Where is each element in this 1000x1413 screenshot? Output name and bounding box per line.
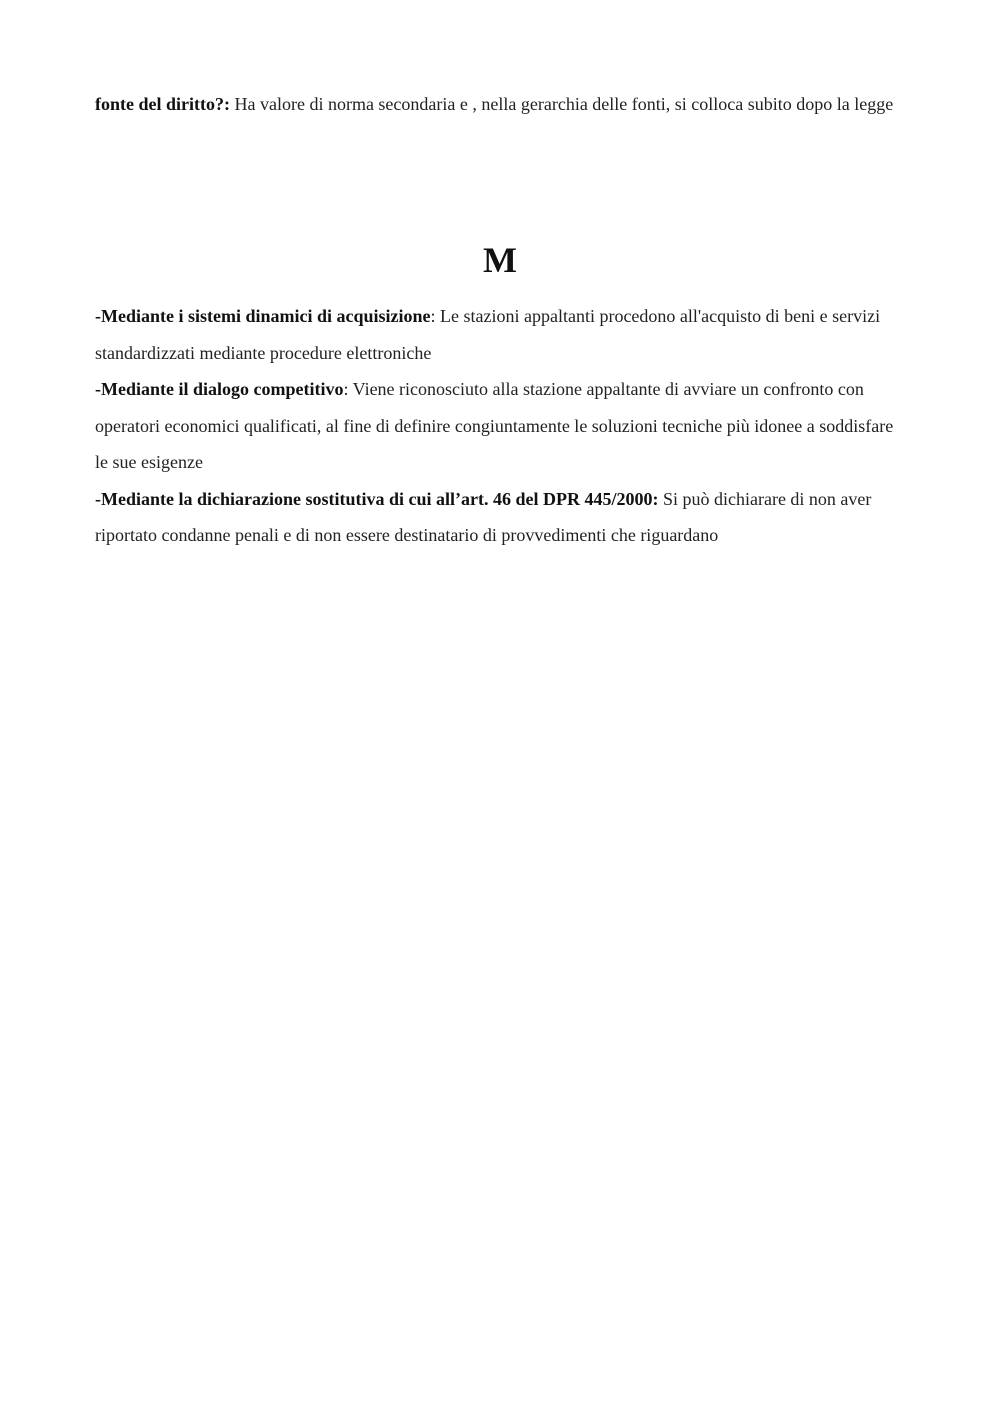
intro-term: fonte del diritto?:	[95, 94, 230, 114]
glossary-entry	[95, 298, 905, 371]
entry-text: : Le stazioni appaltanti procedono all'acquisto di beni e servizi standardizzati mediante procedure elettroniche	[95, 306, 881, 363]
intro-paragraph	[95, 86, 905, 123]
glossary-entry	[95, 371, 905, 481]
glossary-entries	[95, 298, 905, 554]
entry-term: -Mediante il dialogo competitivo	[95, 379, 344, 399]
glossary-entry	[95, 481, 905, 554]
entry-term: -Mediante i sistemi dinamici di acquisizione	[95, 306, 431, 326]
document-page	[95, 86, 905, 545]
entry-text: Si può dichiarare di non aver riportato condanne penali e di non essere destinatario di provvedimenti che riguardano	[95, 488, 872, 545]
entry-text: : Viene riconosciuto alla stazione appaltante di avviare un confronto con operatori economici qualificati, al fine di definire congiuntamente le soluzioni tecniche più idonee a soddisfare le sue esigenze	[95, 379, 894, 472]
entry-term: -Mediante la dichiarazione sostitutiva di cui all’art. 46 del DPR 445/2000:	[95, 488, 659, 509]
intro-text: Ha valore di norma secondaria e , nella gerarchia delle fonti, si colloca subito dopo la legge	[229, 94, 894, 114]
section-letter-heading: M	[483, 240, 517, 280]
